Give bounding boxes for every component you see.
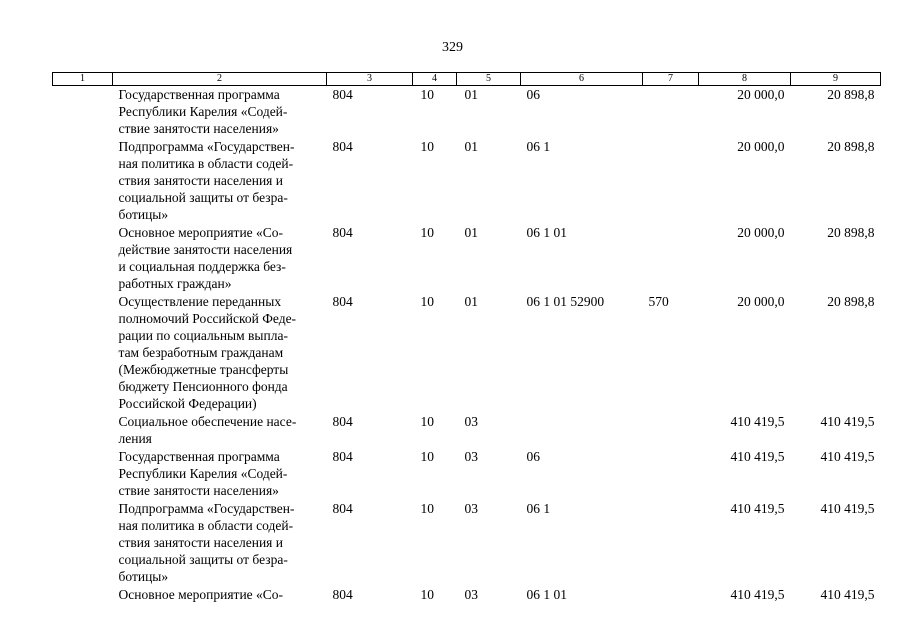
page-number: 329 [442,40,463,55]
section-code-cell: 10 [420,87,434,102]
table-row [53,586,881,604]
target-article-cell [521,413,643,448]
amount-cell-1: 20 000,0 [737,294,785,309]
row-name-line: ботицы» [118,569,169,584]
row-name-line: Государственная программа [118,87,280,102]
section-code-cell: 10 [420,501,434,516]
expense-type-cell [643,500,699,586]
row-name-line: Основное мероприятие «Со- [118,225,284,240]
amount-cell-2: 20 898,8 [827,294,875,309]
ved-code-cell: 804 [332,414,353,429]
amount-cell-1: 410 419,5 [730,587,785,602]
row-name-line: Основное мероприятие «Со- [118,587,284,602]
row-name-line: полномочий Российской Феде- [118,311,297,326]
subsection-code-cell: 03 [464,449,478,464]
row-name-cell [113,293,327,413]
row-name-line: Республики Карелия «Содей- [118,104,288,119]
row-name-cell [113,586,327,604]
expense-type-cell [643,224,699,293]
amount-cell-2: 410 419,5 [820,414,875,429]
row-name-line: ствия занятости населения и [118,173,283,188]
row-name-cell [113,224,327,293]
target-article-cell: 06 1 [526,139,551,154]
row-name-line: Социальное обеспечение насе- [118,414,297,429]
section-code-cell: 10 [420,294,434,309]
row-number-cell [53,500,113,586]
target-article-cell: 06 1 [526,501,551,516]
row-name-cell [113,138,327,224]
column-header-1: 1 [53,73,113,86]
row-name-line: ствия занятости населения и [118,535,283,550]
target-article-cell: 06 [526,449,540,464]
row-name-line: ствие занятости населения» [118,483,279,498]
row-name-line: ная политика в области содей- [118,518,294,533]
amount-cell-2: 20 898,8 [827,87,875,102]
ved-code-cell: 804 [332,294,353,309]
column-header-5: 5 [457,73,521,86]
table-row [53,500,881,586]
column-header-4: 4 [413,73,457,86]
section-code-cell: 10 [420,587,434,602]
amount-cell-1: 410 419,5 [730,414,785,429]
row-name-cell [113,500,327,586]
subsection-code-cell: 01 [464,294,478,309]
row-name-line: ствие занятости населения» [118,121,279,136]
row-name-line: там безработным гражданам [118,345,284,360]
row-number-cell [53,293,113,413]
row-name-line: Республики Карелия «Содей- [118,466,288,481]
row-name-line: Осуществление переданных [118,294,282,309]
subsection-code-cell: 01 [464,139,478,154]
section-code-cell: 10 [420,414,434,429]
ved-code-cell: 804 [332,139,353,154]
row-name-line: ная политика в области содей- [118,156,294,171]
column-header-2: 2 [113,73,327,86]
row-number-cell [53,138,113,224]
subsection-code-cell: 03 [464,587,478,602]
table-row [53,86,881,139]
expense-type-cell [643,413,699,448]
row-name-line: бюджету Пенсионного фонда [118,379,288,394]
table-row [53,448,881,500]
amount-cell-2: 20 898,8 [827,139,875,154]
subsection-code-cell: 01 [464,225,478,240]
subsection-code-cell: 03 [464,414,478,429]
expense-type-cell [643,86,699,139]
expense-type-cell [643,138,699,224]
ved-code-cell: 804 [332,501,353,516]
table-row [53,293,881,413]
ved-code-cell: 804 [332,225,353,240]
amount-cell-1: 410 419,5 [730,501,785,516]
target-article-cell: 06 1 01 52900 [526,294,605,309]
ved-code-cell: 804 [332,87,353,102]
table-row [53,224,881,293]
amount-cell-1: 410 419,5 [730,449,785,464]
amount-cell-2: 20 898,8 [827,225,875,240]
subsection-code-cell: 03 [464,501,478,516]
amount-cell-2: 410 419,5 [820,501,875,516]
column-header-9: 9 [791,73,881,86]
row-name-line: действие занятости населения [118,242,293,257]
row-name-line: (Межбюджетные трансферты [118,362,289,377]
row-name-line: социальной защиты от безра- [118,190,288,205]
amount-cell-2: 410 419,5 [820,587,875,602]
row-number-cell [53,86,113,139]
row-name-line: и социальная поддержка без- [118,259,286,274]
ved-code-cell: 804 [332,587,353,602]
amount-cell-2: 410 419,5 [820,449,875,464]
row-name-line: Подпрограмма «Государствен- [118,501,295,516]
row-name-line: социальной защиты от безра- [118,552,288,567]
row-name-line: Подпрограмма «Государствен- [118,139,295,154]
row-name-line: рации по социальным выпла- [118,328,288,343]
target-article-cell: 06 1 01 [526,587,567,602]
table-row [53,138,881,224]
row-name-line: ботицы» [118,207,169,222]
row-name-cell [113,413,327,448]
row-name-line: Государственная программа [118,449,280,464]
expense-type-cell [643,448,699,500]
ved-code-cell: 804 [332,449,353,464]
expense-type-cell: 570 [648,294,669,309]
section-code-cell: 10 [420,139,434,154]
section-code-cell: 10 [420,225,434,240]
row-name-cell [113,448,327,500]
row-number-cell [53,413,113,448]
row-name-line: Российской Федерации) [118,396,257,411]
row-name-cell [113,86,327,139]
target-article-cell: 06 1 01 [526,225,567,240]
row-number-cell [53,448,113,500]
amount-cell-1: 20 000,0 [737,225,785,240]
amount-cell-1: 20 000,0 [737,87,785,102]
expense-type-cell [643,586,699,604]
row-name-line: ления [118,431,152,446]
column-header-6: 6 [521,73,643,86]
table-body [53,86,881,605]
amount-cell-1: 20 000,0 [737,139,785,154]
column-header-3: 3 [327,73,413,86]
subsection-code-cell: 01 [464,87,478,102]
section-code-cell: 10 [420,449,434,464]
budget-table [52,72,881,604]
column-header-row [53,73,881,86]
column-header-8: 8 [699,73,791,86]
row-number-cell [53,586,113,604]
row-name-line: работных граждан» [118,276,232,291]
row-number-cell [53,224,113,293]
target-article-cell: 06 [526,87,540,102]
column-header-7: 7 [643,73,699,86]
table-row [53,413,881,448]
